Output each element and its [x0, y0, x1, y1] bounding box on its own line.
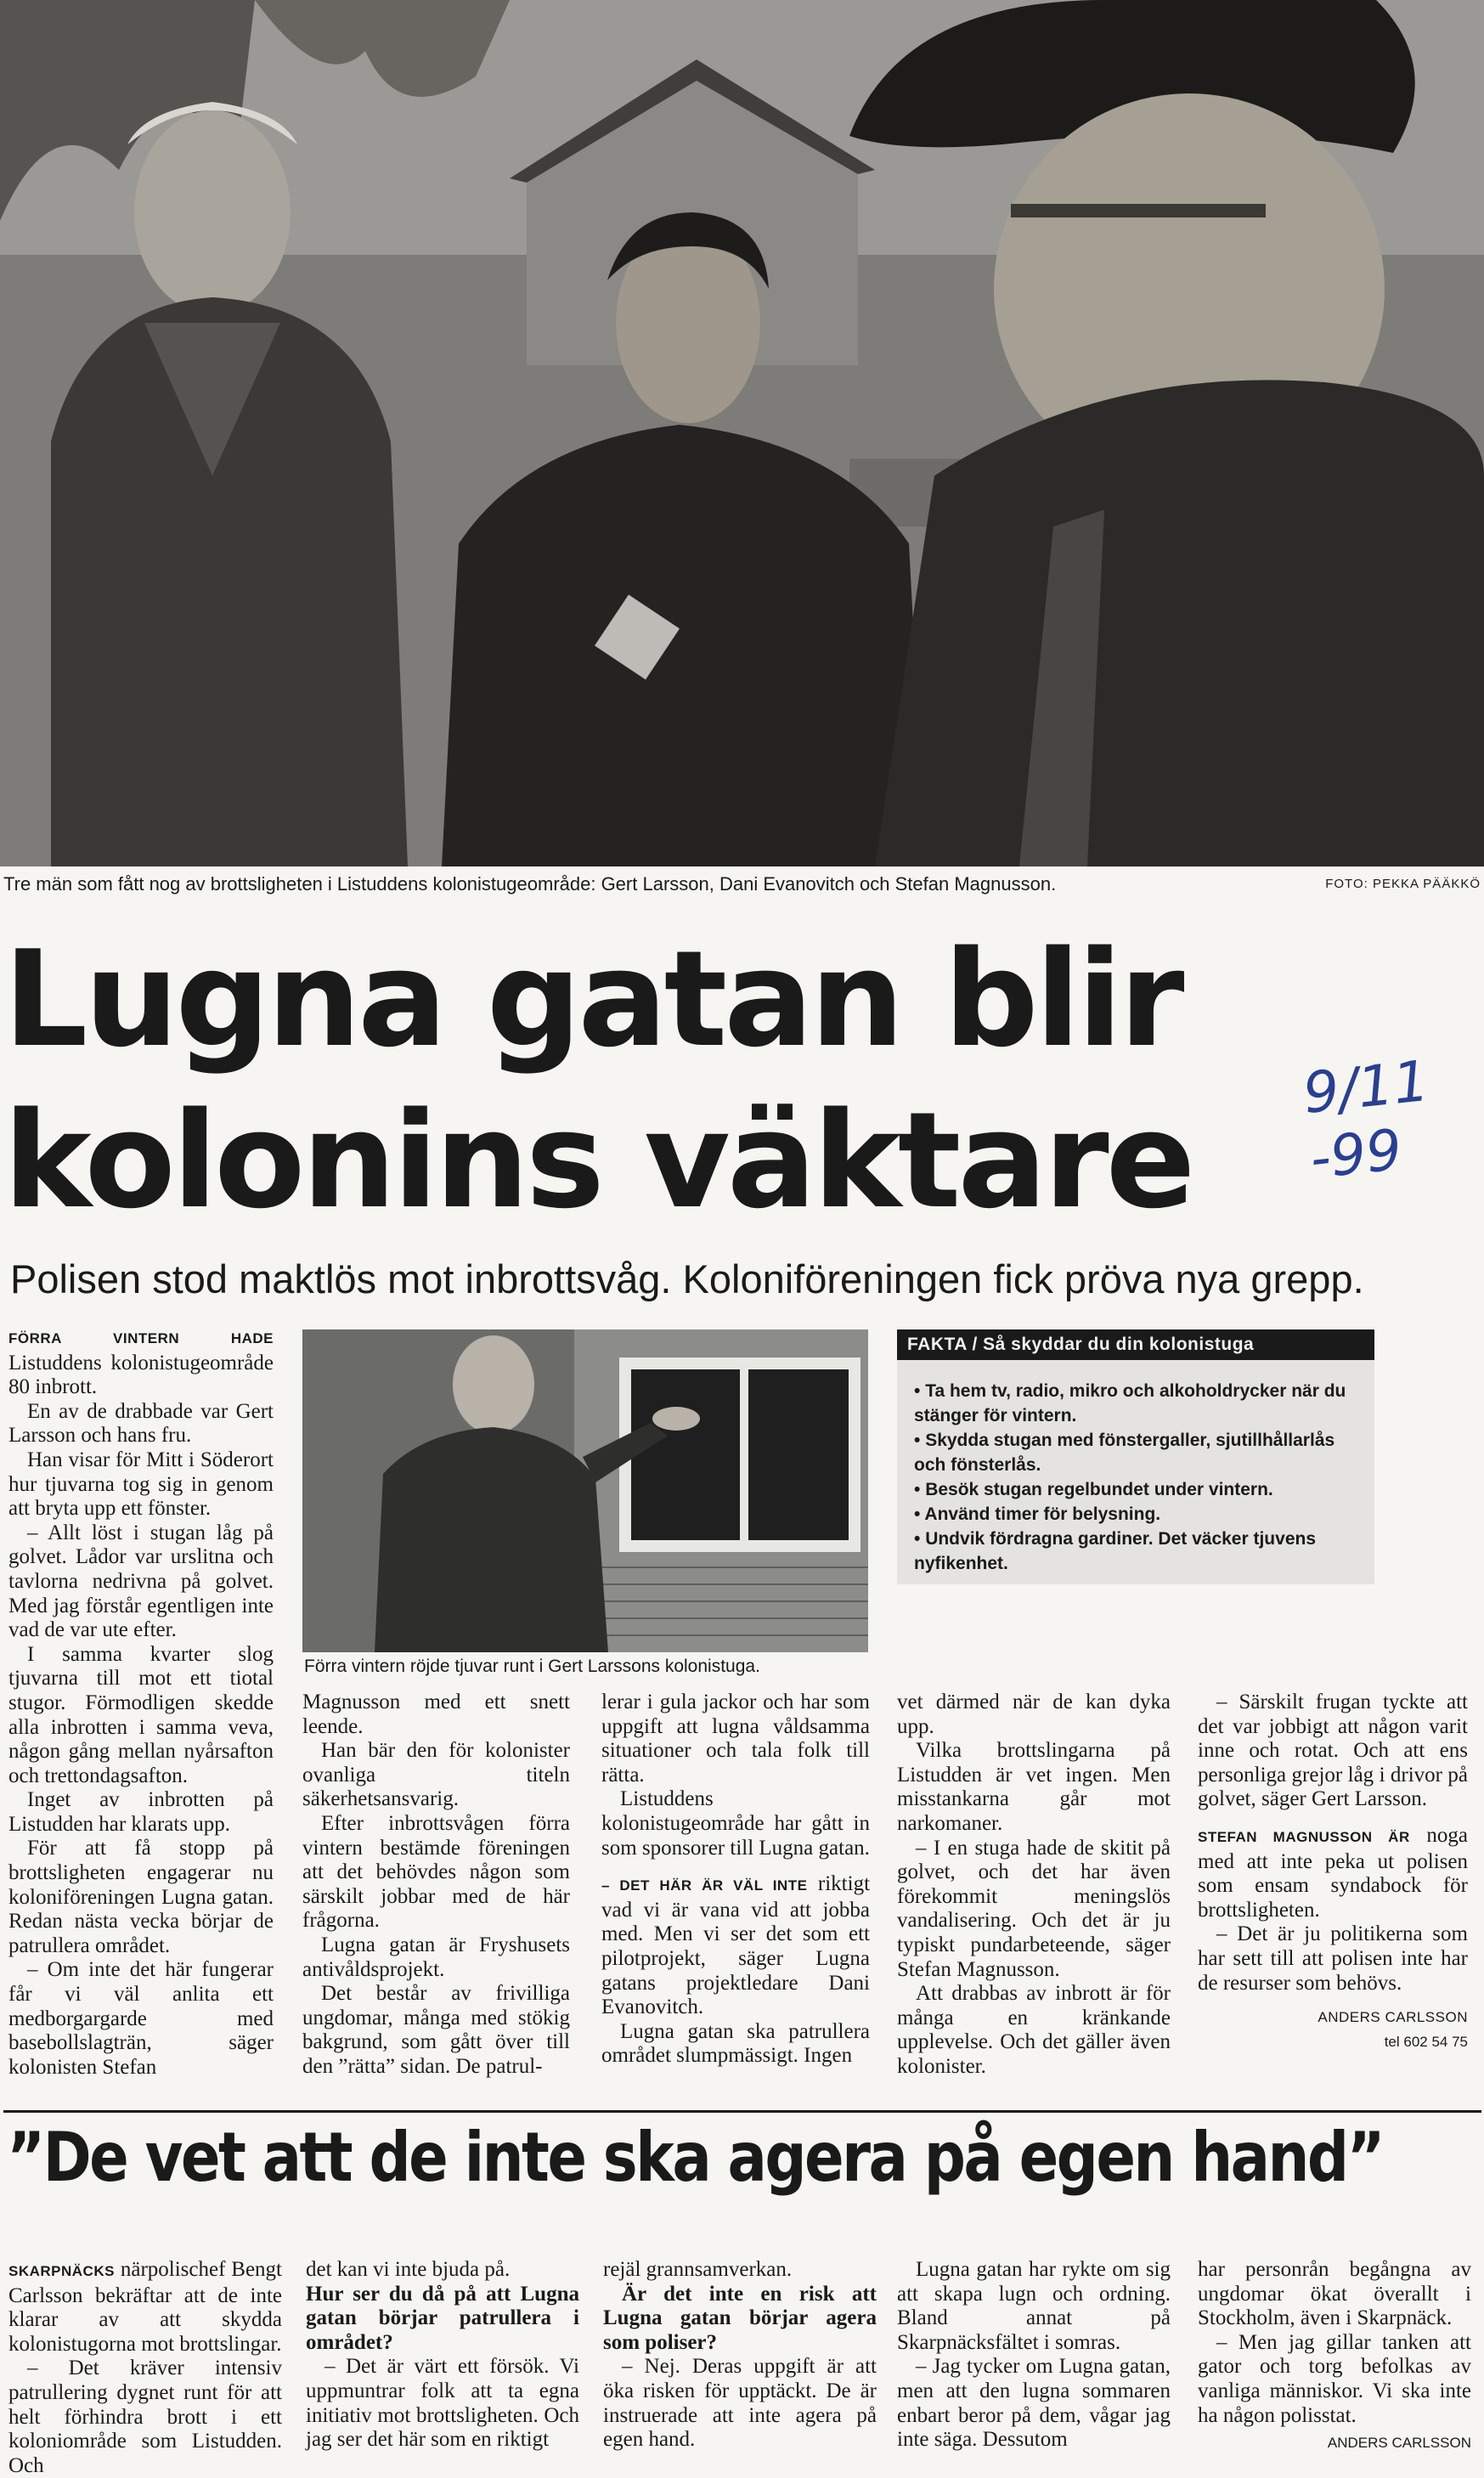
paragraph: Han bär den för kolonister ovanliga titeln säkerhetsansvarig.: [302, 1739, 570, 1811]
paragraph: Lugna gatan har rykte om sig att skapa lugn och ordning. Bland annat på Skarpnäcksfältet i somras.: [897, 2258, 1171, 2354]
fakta-item: • Undvik fördragna gardiner. Det väcker tjuvens nyfikenhet.: [914, 1527, 1363, 1576]
interview-question: Hur ser du då på att Lugna gatan börjar patrullera i området?: [306, 2282, 579, 2354]
paragraph: Det består av frivilliga ungdomar, många med stökig bakgrund, som gått över till den ”rätta” sidan. De patrul-: [302, 1982, 570, 2078]
article-column-2: [302, 1691, 570, 2080]
fakta-item: • Skydda stugan med fönstergaller, sjutillhållarlås och fönsterlås.: [914, 1428, 1363, 1477]
paragraph: För att få stopp på brottsligheten engagerar nu koloniföreningen Lugna gatan. Redan nästa vecka börjar de patrullera området.: [8, 1837, 274, 1957]
byline: ANDERS CARLSSON: [1318, 2009, 1468, 2026]
paragraph: Inget av inbrotten på Listudden har klarats upp.: [8, 1788, 274, 1836]
paragraph: – Men jag gillar tanken att gator och torg befolkas av vanliga människor. Vi ska inte ha någon polisstat.: [1198, 2330, 1471, 2427]
paragraph: – Nej. Deras uppgift är att öka risken för upptäckt. De är instruerade att inte agera på egen hand.: [603, 2355, 877, 2452]
paragraph: vet därmed när de kan dyka upp.: [897, 1691, 1171, 1738]
paragraph: – I en stuga hade de skitit på golvet, och det har även förekommit meningslös vandalisering. Och det är ju typiskt pundarbeteende, säger Stefan Magnusson.: [897, 1836, 1171, 1981]
paragraph: – Allt löst i stugan låg på golvet. Lådor var urslitna och tavlorna nedrivna på golvet. Med jag förstår egentligen inte vad de var ute efter.: [8, 1521, 274, 1642]
paragraph: – Det är ju politikerna som har sett till att polisen inte har de resurser som behövs.: [1198, 1922, 1468, 1995]
paragraph: Lugna gatan ska patrullera området slumpmässigt. Ingen: [601, 2019, 870, 2068]
article2-column-2: [306, 2258, 579, 2453]
pull-quote-headline: ”De vet att de inte ska agera på egen hand”: [7, 2118, 1384, 2197]
inset-photo: [302, 1329, 868, 1652]
fakta-list: [897, 1360, 1374, 1576]
article2-column-5: [1198, 2258, 1471, 2456]
article2-column-3: [603, 2258, 877, 2453]
hero-photo: [0, 0, 1484, 866]
paragraph: Listuddens kolonistugeområde har gått in som sponsorer till Lugna gatan.: [601, 1787, 870, 1860]
article-column-4: [897, 1691, 1171, 2080]
paragraph: Lugna gatan är Fryshusets antivåldsprojekt.: [302, 1933, 570, 1981]
paragraph: En av de drabbade var Gert Larsson och hans fru.: [8, 1399, 274, 1448]
article-column-1: [8, 1325, 274, 2080]
article2-column-4: [897, 2258, 1171, 2453]
photo-credit: FOTO: PEKKA PÄÄKKÖ: [1325, 877, 1481, 891]
byline-phone: tel 602 54 75: [1384, 2033, 1468, 2050]
paragraph: Magnusson med ett snett leende.: [302, 1691, 570, 1738]
paragraph: – Särskilt frugan tyckte att det var jobbigt att någon varit inne och rotat. Och att ens personliga grejor låg i drivor på golvet, säger Gert Larsson.: [1198, 1691, 1468, 1811]
paragraph: – Om inte det här fungerar får vi väl anlita ett medborgargarde med basebollslagträn, säger kolonisten Stefan: [8, 1958, 274, 2079]
article-column-3: [601, 1691, 870, 2069]
interview-question: Är det inte en risk att Lugna gatan börjar agera som poliser?: [603, 2282, 877, 2354]
fakta-box: [897, 1329, 1374, 1584]
paragraph: det kan vi inte bjuda på.: [306, 2258, 511, 2281]
deck-subheadline: Polisen stod maktlös mot inbrottsvåg. Koloniföreningen fick pröva nya grepp.: [10, 1256, 1364, 1301]
paragraph: noga med att inte peka ut polisen som ensam syndabock för brottsligheten.: [1198, 1823, 1468, 1922]
paragraph: har personrån begångna av ungdomar ökat överallt i Stockholm, även i Skarpnäck.: [1198, 2258, 1471, 2330]
paragraph: riktigt vad vi är vana vid att jobba med. Men vi ser det som ett pilotprojekt, säger Lugna gatans projektledare Dani Evanovitch.: [601, 1872, 871, 2019]
byline: ANDERS CARLSSON: [1327, 2435, 1471, 2452]
paragraph: – Det är värt ett försök. Vi uppmuntrar folk att ta egna initiativ mot brottsligheten. Och jag ser det här som en riktigt: [306, 2355, 579, 2452]
paragraph: Vilka brottslingarna på Listudden är vet ingen. Men misstankarna går mot narkomaner.: [897, 1739, 1171, 1835]
paragraph: Han visar för Mitt i Söderort hur tjuvarna tog sig in genom att bryta upp ett fönster.: [8, 1448, 274, 1521]
hero-photo-image: [0, 0, 1484, 866]
section-divider: [3, 2110, 1481, 2113]
paragraph: rejäl grannsamverkan.: [603, 2258, 793, 2281]
fakta-item: • Använd timer för belysning.: [914, 1502, 1363, 1527]
inset-photo-caption: Förra vintern röjde tjuvar runt i Gert Larssons kolonistuga.: [304, 1657, 760, 1676]
article-column-5: [1198, 1691, 1468, 2054]
lead-in: – DET HÄR ÄR VÄL INTE: [601, 1877, 808, 1894]
fakta-title: FAKTA / Så skyddar du din kolonistuga: [897, 1329, 1374, 1360]
paragraph: I samma kvarter slog tjuvarna till mot ett tiotal stugor. Förmodligen skedde alla inbrotten i samma veva, någon gång mellan nyårsafton och trettondagsafton.: [8, 1642, 274, 1787]
lead-in: SKARPNÄCKS: [8, 2263, 115, 2279]
article2-column-1: [8, 2258, 282, 2478]
handwritten-date: 9/11 -99: [1300, 1047, 1432, 1192]
lead-in: STEFAN MAGNUSSON ÄR: [1198, 1828, 1410, 1845]
paragraph: – Det kräver intensiv patrullering dygnet runt för att helt förhindra brott i ett koloniområde som Listudden. Och: [8, 2357, 282, 2477]
hero-photo-caption: Tre män som fått nog av brottsligheten i Listuddens kolonistugeområde: Gert Larsson, Dani Evanovitch och Stefan Magnusson.: [3, 873, 1057, 895]
paragraph: lerar i gula jackor och har som uppgift att lugna våldsamma situationer och tala folk till rätta.: [601, 1691, 870, 1787]
paragraph: Efter inbrottsvågen förra vintern bestämde föreningen att det behövdes någon som särskilt jobbar med de här frågorna.: [302, 1811, 570, 1933]
fakta-item: • Ta hem tv, radio, mikro och alkoholdrycker när du stänger för vintern.: [914, 1379, 1363, 1428]
paragraph: Listuddens kolonistugeområde 80 inbrott.: [8, 1351, 274, 1399]
paragraph: Att drabbas av inbrott är för många en kränkande upplevelse. Och det gäller även kolonister.: [897, 1982, 1171, 2078]
headline-line-1: Lugna gatan blir: [3, 922, 1182, 1076]
paragraph: närpolischef Bengt Carlsson bekräftar att de inte klarar av att skydda kolonistugorna mot brottslingar.: [8, 2258, 282, 2356]
lead-in: FÖRRA VINTERN HADE: [8, 1330, 274, 1346]
headline-line-2: kolonins väktare: [3, 1083, 1193, 1238]
paragraph: – Jag tycker om Lugna gatan, men att den lugna sommaren enbart beror på dem, vågar jag inte säga. Dessutom: [897, 2355, 1171, 2452]
inset-photo-image: [302, 1329, 868, 1652]
fakta-item: • Besök stugan regelbundet under vintern.: [914, 1477, 1363, 1502]
